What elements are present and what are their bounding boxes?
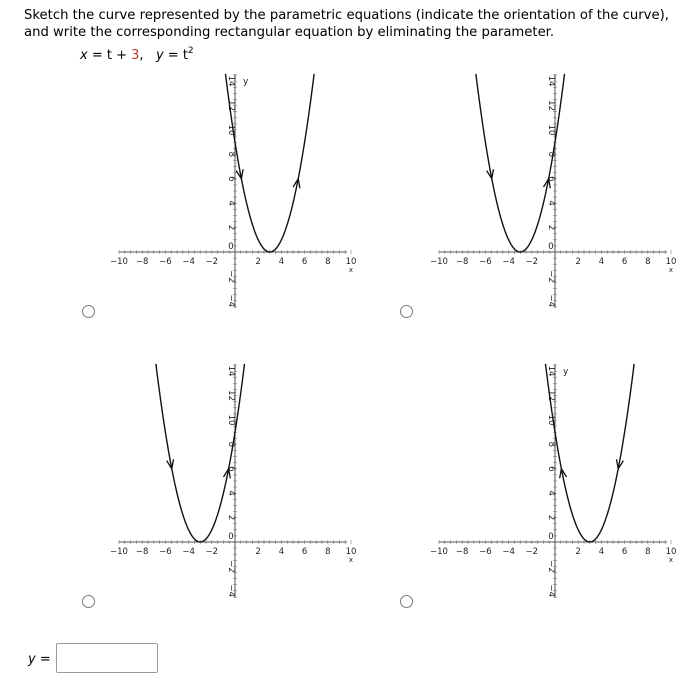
- y-tick-label: −4: [546, 294, 556, 308]
- y-tick-label: 12: [226, 390, 236, 402]
- y-tick-label: 12: [546, 390, 556, 402]
- x-tick-label: −4: [502, 547, 515, 557]
- x-tick-label: 2: [255, 547, 261, 557]
- x-tick-label: 6: [621, 257, 628, 267]
- y-tick-label: 4: [226, 490, 236, 496]
- x-tick-label: 10: [345, 547, 357, 557]
- x-tick-label: 8: [645, 547, 651, 557]
- answer-variable: y: [28, 652, 36, 667]
- x-tick-label: −8: [135, 547, 149, 557]
- y-tick-label: −4: [546, 584, 556, 598]
- x-tick-label: 8: [325, 547, 331, 557]
- origin-label: 0: [228, 532, 234, 542]
- x-axis-label: x: [348, 556, 354, 564]
- y-tick-label: −2: [226, 270, 236, 283]
- y-tick-label: 2: [226, 224, 236, 231]
- x-tick-label: −4: [182, 257, 195, 267]
- y-tick-label: 14: [546, 365, 556, 377]
- option-b-radio[interactable]: [400, 305, 413, 318]
- option-d-graph: [415, 358, 675, 608]
- x-tick-label: −4: [182, 547, 195, 557]
- parametric-equations: [80, 48, 194, 63]
- x-equation: = t +: [87, 48, 132, 63]
- y-tick-label: 4: [546, 490, 556, 496]
- x-axis-label: x: [668, 556, 674, 564]
- y-tick-label: 10: [546, 414, 556, 426]
- y-tick-label: 6: [226, 176, 236, 182]
- x-tick-label: −10: [110, 257, 128, 267]
- y-variable: y: [155, 48, 164, 63]
- x-tick-label: 2: [575, 547, 581, 557]
- option-b-graph: [415, 68, 675, 318]
- y-axis-label: y: [563, 367, 569, 378]
- option-a-radio[interactable]: [82, 305, 95, 318]
- equation-separator: ,: [139, 48, 144, 63]
- x-axis-label: x: [348, 266, 354, 274]
- x-tick-label: 6: [301, 257, 308, 267]
- y-tick-label: −2: [546, 560, 556, 573]
- x-tick-label: −10: [110, 547, 128, 557]
- x-tick-label: −6: [159, 257, 172, 267]
- y-tick-label: 12: [226, 100, 236, 112]
- x-tick-label: 10: [665, 257, 677, 267]
- option-c-radio[interactable]: [82, 595, 95, 608]
- x-tick-label: 8: [325, 257, 331, 267]
- y-tick-label: −2: [546, 270, 556, 283]
- origin-label: 0: [548, 532, 554, 542]
- y-tick-label: 12: [546, 100, 556, 112]
- option-c-graph: [95, 358, 355, 608]
- x-tick-label: −10: [430, 257, 448, 267]
- y-tick-label: 6: [226, 466, 236, 472]
- answer-input[interactable]: [56, 643, 158, 673]
- x-tick-label: −2: [525, 257, 539, 267]
- x-tick-label: −8: [455, 547, 469, 557]
- x-tick-label: 6: [621, 547, 628, 557]
- answer-equals: =: [35, 652, 51, 667]
- curve-path: [545, 364, 634, 542]
- x-axis-label: x: [668, 266, 674, 274]
- x-tick-label: 10: [345, 257, 357, 267]
- x-tick-label: 4: [598, 547, 605, 557]
- x-tick-label: −4: [502, 257, 515, 267]
- x-tick-label: 4: [278, 257, 285, 267]
- option-a-graph: [95, 68, 355, 318]
- x-tick-label: −2: [205, 257, 219, 267]
- x-tick-label: −6: [159, 547, 172, 557]
- y-tick-label: 8: [226, 441, 236, 448]
- y-tick-label: 2: [546, 514, 556, 521]
- y-tick-label: 8: [546, 441, 556, 448]
- y-tick-label: −4: [226, 294, 236, 308]
- x-tick-label: −10: [430, 547, 448, 557]
- y-tick-label: 14: [226, 365, 236, 377]
- x-tick-label: 4: [278, 547, 285, 557]
- y-tick-label: −4: [226, 584, 236, 598]
- x-tick-label: −6: [479, 547, 492, 557]
- answer-label: [28, 652, 51, 667]
- y-tick-label: 14: [226, 75, 236, 87]
- x-tick-label: −6: [479, 257, 492, 267]
- y-tick-label: 10: [226, 124, 236, 136]
- curve-path: [225, 74, 314, 252]
- y-tick-label: −2: [226, 560, 236, 573]
- x-constant: 3: [131, 48, 140, 63]
- y-tick-label: 4: [546, 200, 556, 206]
- x-tick-label: 10: [665, 547, 677, 557]
- y-equation: = t: [163, 48, 188, 63]
- y-tick-label: 8: [546, 151, 556, 158]
- x-tick-label: 8: [645, 257, 651, 267]
- y-axis-label: y: [243, 77, 249, 88]
- y-exponent: 2: [187, 46, 194, 56]
- y-tick-label: 14: [546, 75, 556, 87]
- x-tick-label: −8: [455, 257, 469, 267]
- x-tick-label: −2: [525, 547, 539, 557]
- y-tick-label: 6: [546, 466, 556, 472]
- x-tick-label: 6: [301, 547, 308, 557]
- origin-label: 0: [548, 242, 554, 252]
- y-tick-label: 4: [226, 200, 236, 206]
- x-tick-label: −8: [135, 257, 149, 267]
- x-tick-label: 2: [255, 257, 261, 267]
- x-variable: x: [80, 48, 88, 63]
- option-d-radio[interactable]: [400, 595, 413, 608]
- origin-label: 0: [228, 242, 234, 252]
- y-tick-label: 6: [546, 176, 556, 182]
- y-tick-label: 2: [226, 514, 236, 521]
- y-tick-label: 2: [546, 224, 556, 231]
- y-tick-label: 8: [226, 151, 236, 158]
- x-tick-label: 4: [598, 257, 605, 267]
- question-text: Sketch the curve represented by the parametric equations (indicate the orientation of the curve), and write the corresponding rectangular equation by eliminating the parameter.: [24, 8, 669, 40]
- y-tick-label: 10: [226, 414, 236, 426]
- y-tick-label: 10: [546, 124, 556, 136]
- x-tick-label: −2: [205, 547, 219, 557]
- x-tick-label: 2: [575, 257, 581, 267]
